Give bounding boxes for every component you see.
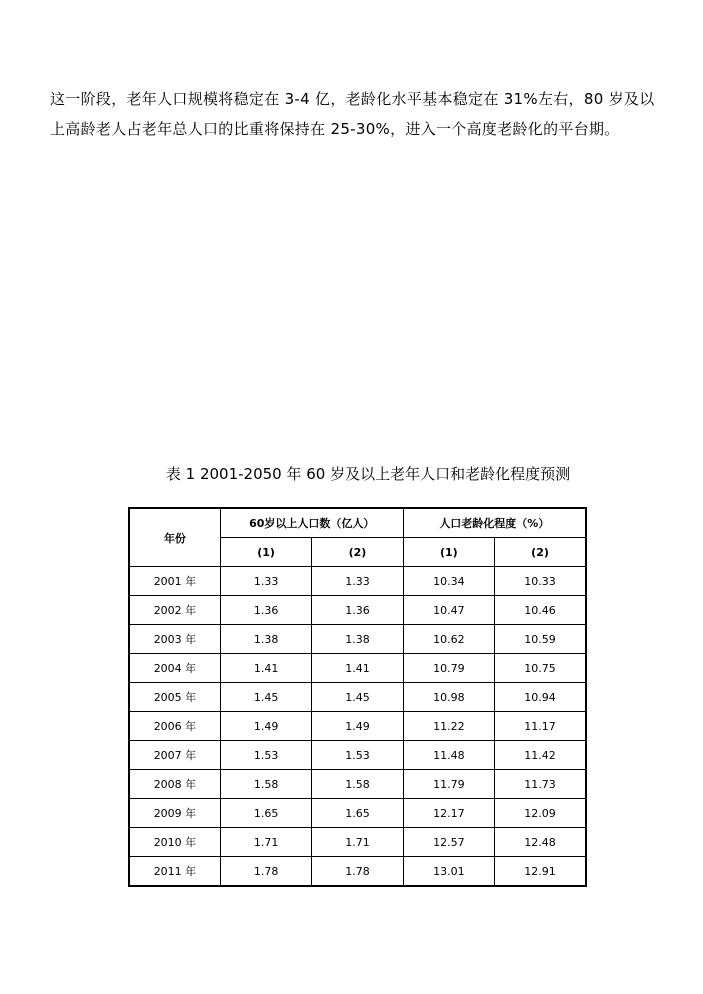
cell-aging-1: 10.79 (403, 654, 494, 683)
forecast-table (128, 507, 587, 887)
cell-aging-2: 12.48 (495, 828, 586, 857)
cell-population-2: 1.36 (312, 596, 403, 625)
cell-aging-1: 10.98 (403, 683, 494, 712)
cell-aging-2: 12.91 (495, 857, 586, 887)
table-caption: 表 1 2001-2050 年 60 岁及以上老年人口和老龄化程度预测 (165, 465, 571, 483)
cell-population-1: 1.78 (220, 857, 311, 887)
cell-aging-1: 12.57 (403, 828, 494, 857)
cell-year: 2010 年 (129, 828, 220, 857)
cell-population-1: 1.65 (220, 799, 311, 828)
cell-aging-2: 10.59 (495, 625, 586, 654)
table-row (129, 567, 586, 596)
cell-population-2: 1.78 (312, 857, 403, 887)
cell-year: 2009 年 (129, 799, 220, 828)
cell-population-1: 1.33 (220, 567, 311, 596)
cell-population-1: 1.58 (220, 770, 311, 799)
table-row (129, 799, 586, 828)
table-row (129, 828, 586, 857)
cell-population-2: 1.65 (312, 799, 403, 828)
cell-population-1: 1.41 (220, 654, 311, 683)
cell-aging-1: 13.01 (403, 857, 494, 887)
cell-year: 2004 年 (129, 654, 220, 683)
cell-year: 2007 年 (129, 741, 220, 770)
cell-aging-1: 12.17 (403, 799, 494, 828)
cell-aging-2: 12.09 (495, 799, 586, 828)
cell-year: 2003 年 (129, 625, 220, 654)
cell-population-1: 1.38 (220, 625, 311, 654)
cell-population-1: 1.53 (220, 741, 311, 770)
cell-population-1: 1.45 (220, 683, 311, 712)
subheader-population-1: (1) (220, 538, 311, 567)
cell-aging-1: 11.79 (403, 770, 494, 799)
table-row (129, 857, 586, 887)
cell-year: 2008 年 (129, 770, 220, 799)
table-row (129, 770, 586, 799)
cell-aging-2: 10.75 (495, 654, 586, 683)
cell-aging-1: 10.47 (403, 596, 494, 625)
cell-year: 2005 年 (129, 683, 220, 712)
cell-year: 2001 年 (129, 567, 220, 596)
cell-aging-2: 11.73 (495, 770, 586, 799)
cell-population-2: 1.58 (312, 770, 403, 799)
cell-aging-1: 11.22 (403, 712, 494, 741)
cell-aging-1: 10.34 (403, 567, 494, 596)
cell-population-2: 1.38 (312, 625, 403, 654)
cell-year: 2002 年 (129, 596, 220, 625)
cell-aging-2: 10.94 (495, 683, 586, 712)
table-header-row (129, 508, 586, 538)
body-paragraph: 这一阶段，老年人口规模将稳定在 3-4 亿，老龄化水平基本稳定在 31%左右，80 岁及以上高龄老人占老年总人口的比重将保持在 25-30%，进入一个高度老龄化的平台期。 (50, 90, 655, 138)
subheader-aging-1: (1) (403, 538, 494, 567)
header-aging-rate: 人口老龄化程度（%） (403, 508, 586, 538)
cell-population-2: 1.33 (312, 567, 403, 596)
cell-population-2: 1.45 (312, 683, 403, 712)
cell-population-1: 1.71 (220, 828, 311, 857)
table-row (129, 654, 586, 683)
cell-aging-2: 11.17 (495, 712, 586, 741)
cell-population-1: 1.49 (220, 712, 311, 741)
cell-population-2: 1.49 (312, 712, 403, 741)
table-row (129, 625, 586, 654)
cell-population-1: 1.36 (220, 596, 311, 625)
cell-aging-2: 11.42 (495, 741, 586, 770)
cell-population-2: 1.53 (312, 741, 403, 770)
cell-year: 2011 年 (129, 857, 220, 887)
cell-aging-2: 10.33 (495, 567, 586, 596)
cell-year: 2006 年 (129, 712, 220, 741)
table-row (129, 712, 586, 741)
table-row (129, 741, 586, 770)
subheader-aging-2: (2) (495, 538, 586, 567)
cell-aging-2: 10.46 (495, 596, 586, 625)
header-year: 年份 (129, 508, 220, 567)
subheader-population-2: (2) (312, 538, 403, 567)
table-row (129, 596, 586, 625)
cell-population-2: 1.71 (312, 828, 403, 857)
cell-population-2: 1.41 (312, 654, 403, 683)
header-population: 60岁以上人口数（亿人） (220, 508, 403, 538)
cell-aging-1: 10.62 (403, 625, 494, 654)
cell-aging-1: 11.48 (403, 741, 494, 770)
table-row (129, 683, 586, 712)
